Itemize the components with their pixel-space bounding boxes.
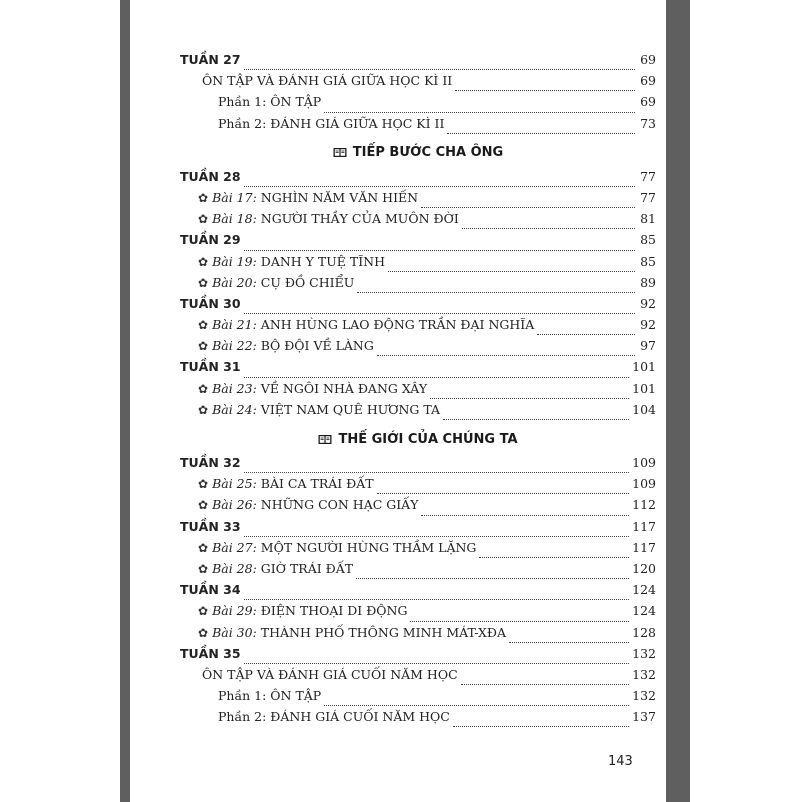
- lesson-title: NGƯỜI THẦY CỦA MUÔN ĐỜI: [260, 211, 459, 227]
- star-bullet-icon: ✿: [198, 540, 209, 555]
- page-ref: 132: [632, 645, 656, 661]
- lesson-number: Bài 20:: [212, 274, 257, 290]
- lesson-title: BÀI CA TRÁI ĐẤT: [260, 476, 374, 492]
- page-number: 143: [608, 754, 633, 769]
- toc-lesson-row[interactable]: [180, 476, 656, 497]
- toc-review-row[interactable]: [180, 667, 656, 688]
- dot-leader: [421, 206, 635, 208]
- toc-week-row[interactable]: [180, 519, 656, 540]
- section-heading: [180, 423, 656, 455]
- star-bullet-icon: ✿: [198, 339, 209, 354]
- page-ref: 73: [640, 115, 656, 131]
- page-ref: 77: [640, 189, 656, 205]
- dot-leader: [357, 291, 635, 293]
- toc-week-row[interactable]: [180, 52, 656, 73]
- toc-lesson-row[interactable]: [180, 275, 656, 296]
- lesson-title: ĐIỆN THOẠI DI ĐỘNG: [260, 603, 408, 619]
- star-bullet-icon: ✿: [198, 212, 209, 227]
- dot-leader: [443, 418, 629, 420]
- section-heading: [180, 137, 656, 169]
- lesson-number: Bài 26:: [212, 497, 257, 513]
- page-ref: 89: [640, 274, 656, 290]
- part-label: Phần 2: ĐÁNH GIÁ GIỮA HỌC KÌ II: [218, 115, 445, 131]
- week-label: TUẦN 32: [180, 455, 241, 470]
- lesson-title: VỀ NGÔI NHÀ ĐANG XÂY: [260, 380, 428, 396]
- page-ref: 104: [632, 401, 656, 417]
- dot-leader: [244, 662, 630, 664]
- dot-leader: [324, 704, 629, 706]
- table-of-contents: [180, 52, 656, 730]
- dot-leader: [453, 725, 629, 727]
- dot-leader: [461, 683, 629, 685]
- lesson-title: CỤ ĐỒ CHIỂU: [260, 274, 355, 290]
- page-ref: 97: [640, 338, 656, 354]
- page-ref: 85: [640, 253, 656, 269]
- part-label: Phần 1: ÔN TẬP: [218, 94, 322, 110]
- review-label: ÔN TẬP VÀ ĐÁNH GIÁ GIỮA HỌC KÌ II: [202, 73, 453, 89]
- lesson-title: NGHÌN NĂM VĂN HIẾN: [260, 189, 419, 205]
- lesson-number: Bài 23:: [212, 380, 257, 396]
- dot-leader: [455, 89, 635, 91]
- lesson-title: GIỜ TRÁI ĐẤT: [260, 560, 354, 576]
- review-label: ÔN TẬP VÀ ĐÁNH GIÁ CUỐI NĂM HỌC: [202, 666, 458, 682]
- star-bullet-icon: ✿: [198, 402, 209, 417]
- part-label: Phần 1: ÔN TẬP: [218, 688, 322, 704]
- toc-lesson-row[interactable]: [180, 211, 656, 232]
- page-ref: 69: [640, 52, 656, 67]
- star-bullet-icon: ✿: [198, 381, 209, 396]
- week-label: TUẦN 33: [180, 518, 241, 534]
- lesson-number: Bài 19:: [212, 253, 257, 269]
- toc-part-row[interactable]: [180, 688, 656, 709]
- week-label: TUẦN 27: [180, 52, 241, 67]
- lesson-title: BỘ ĐỘI VỀ LÀNG: [260, 338, 374, 354]
- lesson-number: Bài 17:: [212, 189, 257, 205]
- page-ref: 92: [640, 317, 656, 333]
- week-label: TUẦN 34: [180, 582, 241, 598]
- page-ref: 77: [640, 168, 656, 184]
- page-edge-left: [120, 0, 130, 802]
- page-edge-right: [666, 0, 690, 802]
- week-label: TUẦN 31: [180, 359, 241, 375]
- lesson-number: Bài 18:: [212, 211, 257, 227]
- page-ref: 117: [632, 518, 656, 534]
- week-label: TUẦN 29: [180, 232, 241, 248]
- dot-leader: [462, 227, 635, 229]
- page-ref: 128: [632, 624, 656, 640]
- star-bullet-icon: ✿: [198, 190, 209, 205]
- dot-leader: [388, 270, 635, 272]
- dot-leader: [244, 312, 635, 314]
- toc-week-row[interactable]: [180, 646, 656, 667]
- dot-leader: [447, 132, 635, 134]
- page-ref: 85: [640, 232, 656, 248]
- lesson-number: Bài 22:: [212, 338, 257, 354]
- toc-part-row[interactable]: [180, 94, 656, 115]
- dot-leader: [244, 535, 630, 537]
- star-bullet-icon: ✿: [198, 625, 209, 640]
- toc-lesson-row[interactable]: [180, 338, 656, 359]
- page-ref: 92: [640, 295, 656, 311]
- week-label: TUẦN 28: [180, 168, 241, 184]
- toc-part-row[interactable]: [180, 709, 656, 730]
- week-label: TUẦN 35: [180, 645, 241, 661]
- page-ref: 109: [632, 455, 656, 470]
- toc-lesson-row[interactable]: [180, 603, 656, 624]
- toc-lesson-row[interactable]: [180, 317, 656, 338]
- page-ref: 132: [632, 688, 656, 704]
- lesson-number: Bài 25:: [212, 476, 257, 492]
- page-ref: 81: [640, 211, 656, 227]
- dot-leader: [356, 577, 629, 579]
- lesson-title: MỘT NGƯỜI HÙNG THẦM LẶNG: [260, 539, 477, 555]
- page-ref: 69: [640, 94, 656, 110]
- dot-leader: [244, 471, 630, 473]
- lesson-number: Bài 29:: [212, 603, 257, 619]
- page-ref: 124: [632, 603, 656, 619]
- lesson-title: THÀNH PHỐ THÔNG MINH MÁT-XĐA: [260, 624, 506, 640]
- page-ref: 101: [632, 380, 656, 396]
- page-ref: 109: [632, 476, 656, 492]
- toc-lesson-row[interactable]: [180, 625, 656, 646]
- page-ref: 112: [632, 497, 656, 513]
- open-book-icon: [318, 434, 332, 445]
- toc-week-row[interactable]: [180, 455, 656, 476]
- lesson-title: ANH HÙNG LAO ĐỘNG TRẦN ĐẠI NGHĨA: [260, 317, 535, 333]
- toc-lesson-row[interactable]: [180, 540, 656, 561]
- lesson-title: VIỆT NAM QUÊ HƯƠNG TA: [260, 401, 441, 417]
- star-bullet-icon: ✿: [198, 561, 209, 576]
- star-bullet-icon: ✿: [198, 604, 209, 619]
- lesson-number: Bài 21:: [212, 317, 257, 333]
- dot-leader: [377, 354, 635, 356]
- toc-week-row[interactable]: [180, 359, 656, 380]
- dot-leader: [244, 68, 635, 70]
- lesson-number: Bài 27:: [212, 539, 257, 555]
- dot-leader: [244, 185, 635, 187]
- toc-review-row[interactable]: [180, 73, 656, 94]
- lesson-number: Bài 28:: [212, 560, 257, 576]
- dot-leader: [421, 514, 629, 516]
- dot-leader: [410, 620, 629, 622]
- dot-leader: [244, 249, 635, 251]
- open-book-icon: [333, 147, 347, 158]
- toc-lesson-row[interactable]: [180, 561, 656, 582]
- dot-leader: [479, 556, 629, 558]
- toc-week-row[interactable]: [180, 582, 656, 603]
- star-bullet-icon: ✿: [198, 477, 209, 492]
- dot-leader: [244, 598, 630, 600]
- page-ref: 137: [632, 709, 656, 725]
- page-ref: 101: [632, 359, 656, 375]
- dot-leader: [324, 111, 635, 113]
- week-label: TUẦN 30: [180, 295, 241, 311]
- page-ref: 124: [632, 582, 656, 598]
- star-bullet-icon: ✿: [198, 275, 209, 290]
- section-title: THẾ GIỚI CỦA CHÚNG TA: [338, 431, 518, 447]
- dot-leader: [509, 641, 629, 643]
- toc-week-row[interactable]: [180, 296, 656, 317]
- star-bullet-icon: ✿: [198, 318, 209, 333]
- dot-leader: [244, 376, 630, 378]
- lesson-number: Bài 30:: [212, 624, 257, 640]
- book-page: [130, 0, 666, 802]
- page-ref: 132: [632, 666, 656, 682]
- page-ref: 120: [632, 560, 656, 576]
- toc-lesson-row[interactable]: [180, 190, 656, 211]
- toc-lesson-row[interactable]: [180, 381, 656, 402]
- lesson-title: DANH Y TUỆ TĨNH: [260, 253, 385, 269]
- toc-part-row[interactable]: [180, 116, 656, 137]
- toc-week-row[interactable]: [180, 232, 656, 253]
- part-label: Phần 2: ĐÁNH GIÁ CUỐI NĂM HỌC: [218, 709, 450, 725]
- dot-leader: [430, 397, 629, 399]
- page-ref: 69: [640, 73, 656, 89]
- dot-leader: [377, 492, 630, 494]
- toc-lesson-row[interactable]: [180, 254, 656, 275]
- toc-lesson-row[interactable]: [180, 497, 656, 518]
- star-bullet-icon: ✿: [198, 498, 209, 513]
- star-bullet-icon: ✿: [198, 254, 209, 269]
- lesson-number: Bài 24:: [212, 401, 257, 417]
- page-ref: 117: [632, 539, 656, 555]
- dot-leader: [537, 333, 635, 335]
- toc-week-row[interactable]: [180, 169, 656, 190]
- toc-lesson-row[interactable]: [180, 402, 656, 423]
- section-title: TIẾP BƯỚC CHA ÔNG: [352, 145, 504, 161]
- lesson-title: NHỮNG CON HẠC GIẤY: [260, 497, 419, 513]
